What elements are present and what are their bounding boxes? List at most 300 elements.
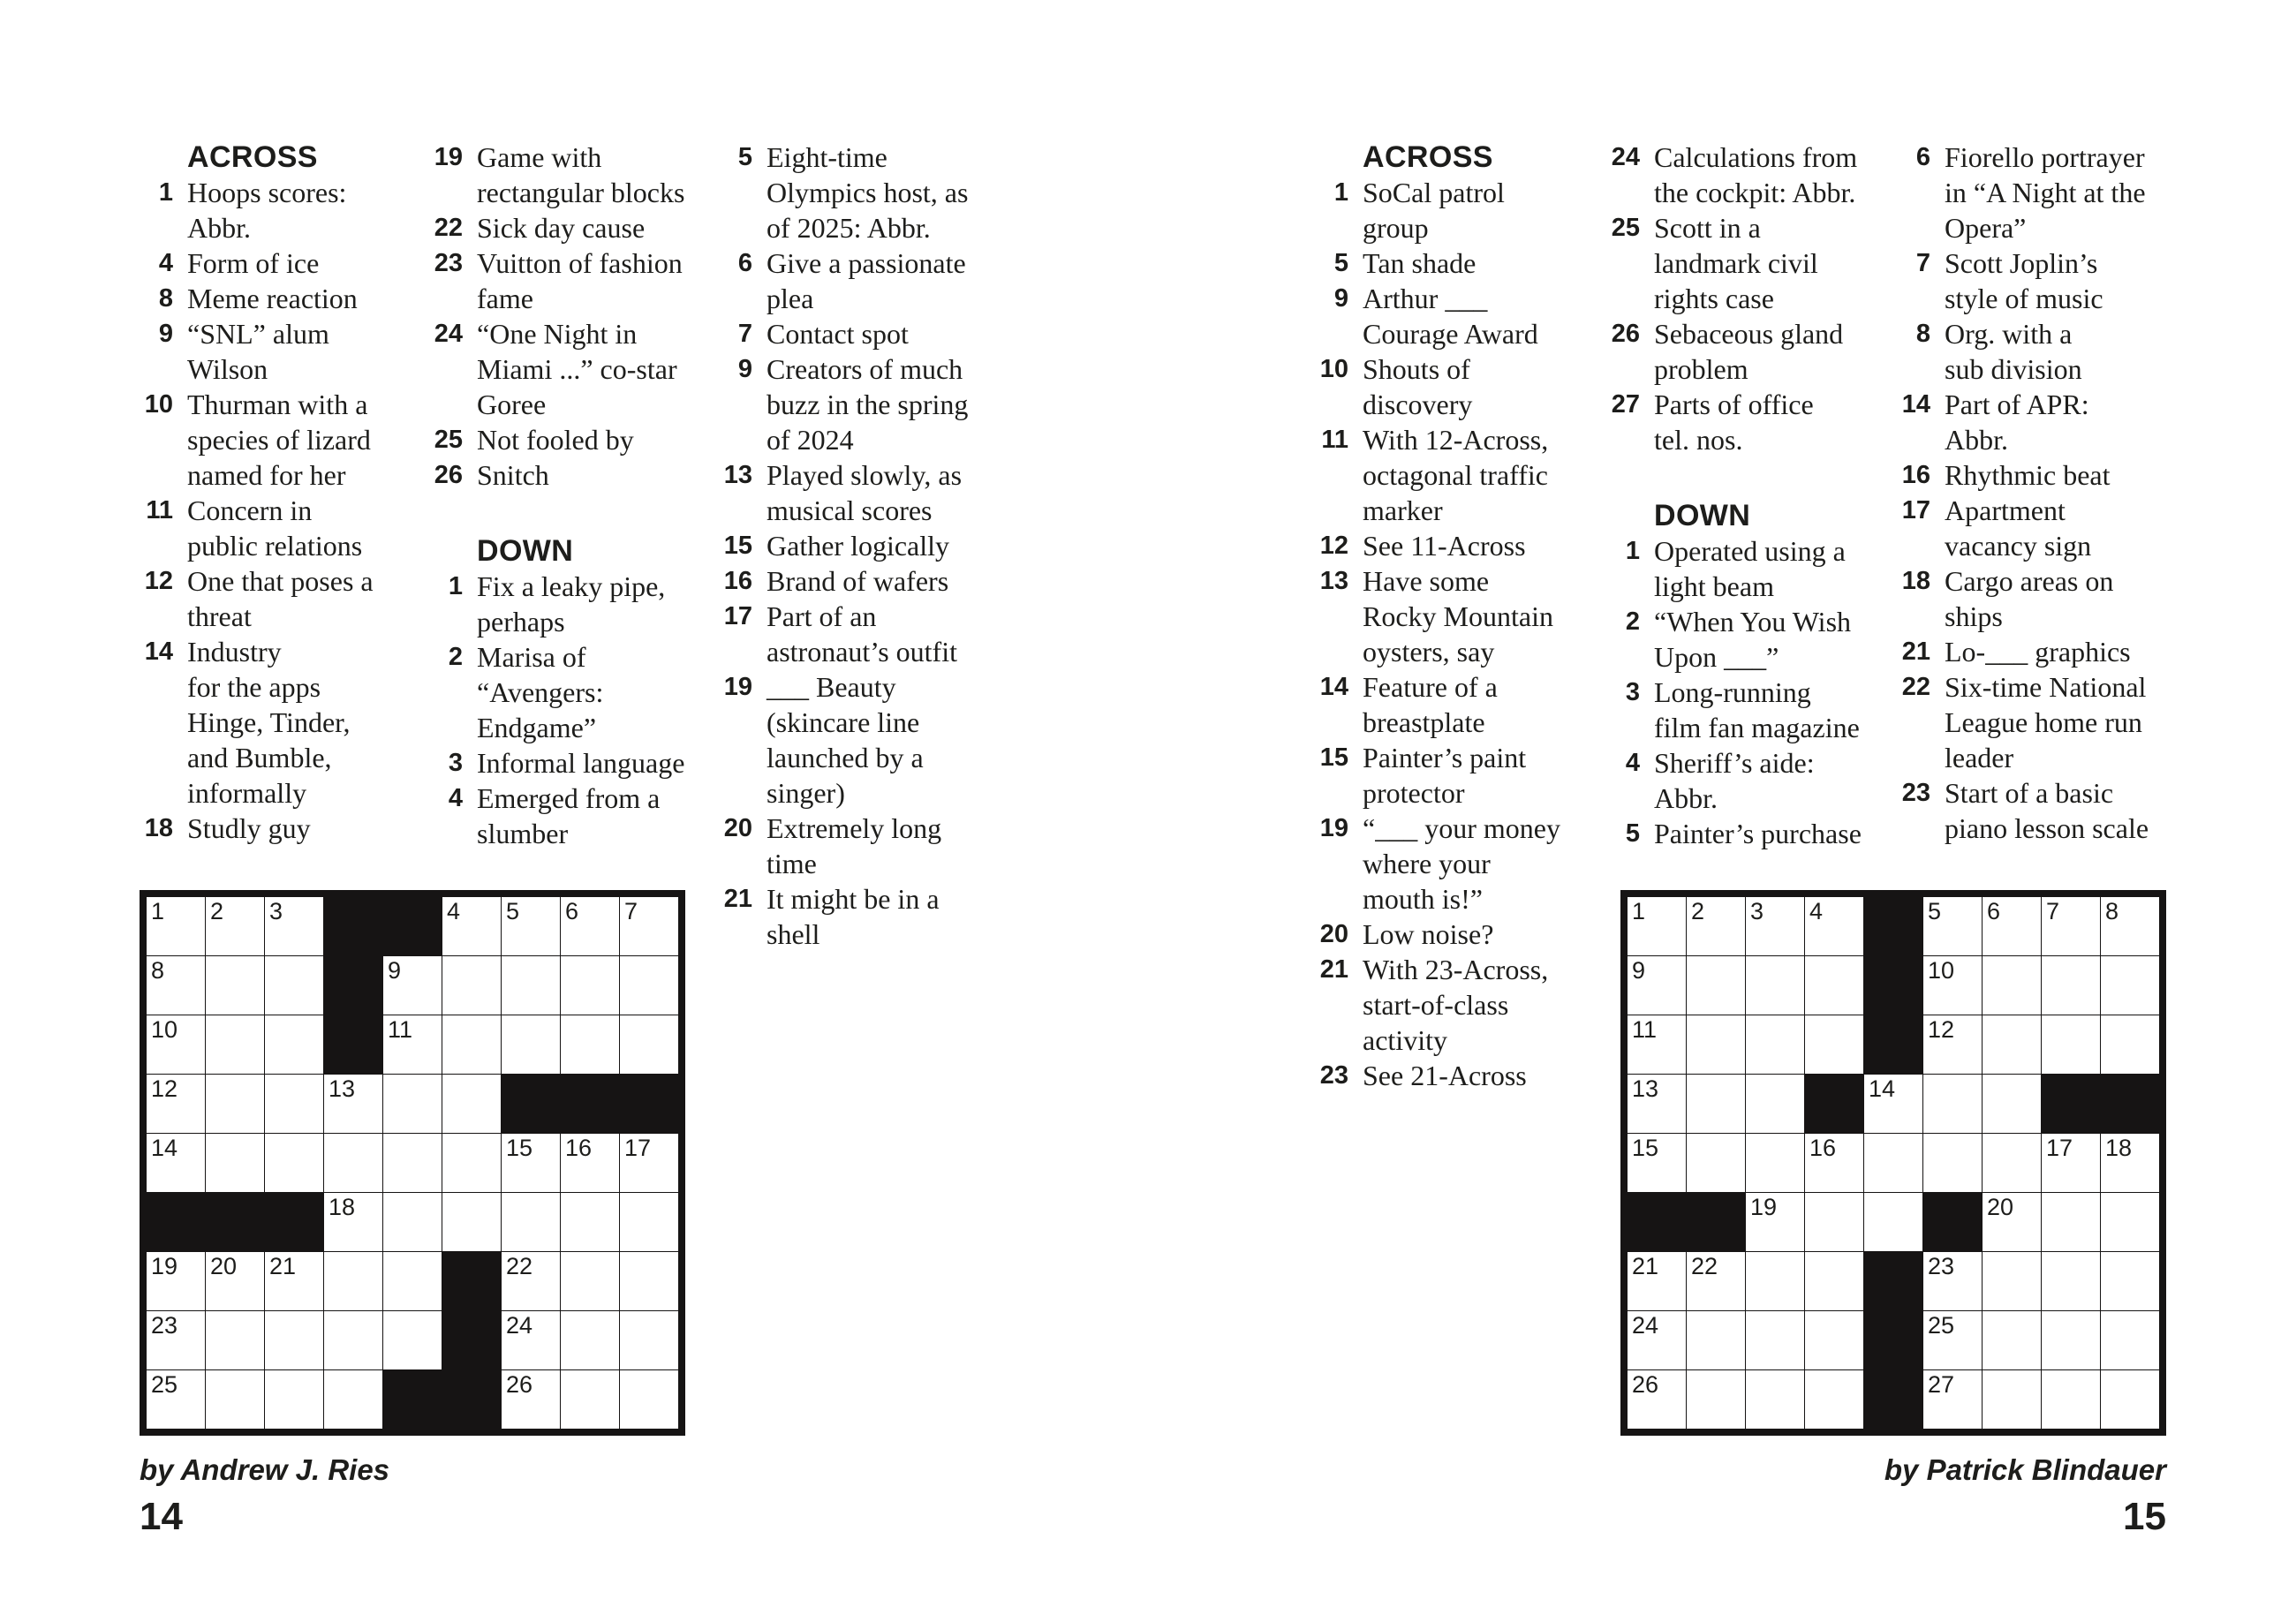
grid-cell-black [1864,897,1922,955]
clue-item [1915,316,2236,387]
clue-item [1319,1058,1654,1093]
clue-number: 4 [1625,749,1640,777]
clue-number: 23 [1319,1061,1348,1090]
grid-cell [502,956,560,1015]
clue-number: 22 [1901,673,1930,701]
clue-text: Informal language [477,747,685,779]
clue-number: 9 [158,320,173,348]
grid-cell-number: 3 [269,898,283,924]
clue-text: See 21-Across [1363,1060,1527,1091]
grid-cell [2101,1370,2159,1429]
grid-cell-number: 18 [2105,1135,2133,1161]
grid-cell [620,1370,678,1429]
clue-text: Not fooled by [477,424,634,456]
clue-number: 21 [723,885,752,913]
grid-cell [561,956,619,1015]
clue-number: 12 [144,567,173,595]
clue-number: 27 [1611,390,1640,419]
clue-number: 11 [146,496,173,524]
grid-cell [1983,1075,2041,1133]
grid-cell [324,1134,382,1192]
grid-cell [442,1075,501,1133]
clue-number: 15 [723,532,752,560]
grid-cell [324,1193,382,1251]
clue-number: 6 [737,249,752,277]
clue-item [1319,917,1654,952]
clue-number: 10 [144,390,173,419]
clue-text: “___ your money where your mouth is!” [1363,812,1560,915]
clue-item [1901,669,2236,775]
grid-cell-number: 7 [624,898,638,924]
grid-cell [502,1134,560,1192]
grid-cell [206,1311,264,1369]
clue-item [723,528,1058,563]
grid-cell [147,1075,205,1133]
grid-cell [383,1015,442,1074]
clue-number: 9 [737,355,752,383]
grid-cell-number: 19 [1750,1194,1778,1220]
grid-cell [502,1015,560,1074]
grid-cell-number: 2 [210,898,224,924]
byline-left: by Andrew J. Ries [140,1453,390,1486]
grid-cell [1628,1015,1686,1074]
clue-text: Rhythmic beat [1945,459,2111,491]
clue-item [723,811,1058,881]
clue-text: Snitch [477,459,549,491]
page-number-left: 14 [140,1495,183,1538]
grid-cell-number: 23 [1928,1253,1955,1279]
grid-cell [1805,956,1863,1015]
grid-cell [620,897,678,955]
grid-cell [265,1311,323,1369]
grid-cell-number: 3 [1750,898,1764,924]
grid-cell-black [1923,1193,1982,1251]
grid-cell [383,1134,442,1192]
grid-cell [324,1311,382,1369]
grid-cell-black [324,897,382,955]
grid-cell-number: 15 [506,1135,533,1161]
clue-text: Extremely long time [767,812,942,879]
clue-item [723,457,1058,528]
grid-cell [1805,1193,1863,1251]
grid-cell [2042,956,2100,1015]
grid-cell [1746,1193,1804,1251]
grid-cell [206,897,264,955]
clue-item [1321,422,1654,528]
grid-cell-number: 15 [1632,1135,1659,1161]
grid-cell [1805,1370,1863,1429]
clue-number: 3 [1625,678,1640,706]
grid-cell-number: 18 [329,1194,356,1220]
grid-cell [1628,1252,1686,1310]
grid-cell [265,1075,323,1133]
clue-text: Low noise? [1363,918,1494,950]
grid-cell [2101,1015,2159,1074]
grid-cell [2101,897,2159,955]
clue-text: “One Night in Miami ...” co-star Goree [477,318,677,420]
clue-text: SoCal patrol group [1363,177,1505,244]
clue-item [1901,775,2236,846]
clue-number: 25 [1611,214,1640,242]
clue-item [1915,140,2236,245]
grid-cell [502,1311,560,1369]
clue-number: 13 [1319,567,1348,595]
clue-number: 22 [434,214,463,242]
grid-cell-number: 6 [565,898,579,924]
grid-cell-black [147,1193,205,1251]
grid-cell [1805,1311,1863,1369]
grid-cell [1746,956,1804,1015]
grid-cell [1923,1015,1982,1074]
clue-text: Have some Rocky Mountain oysters, say [1363,565,1553,668]
grid-cell [1805,1134,1863,1192]
grid-cell [1687,1134,1745,1192]
clue-number: 15 [1319,743,1348,772]
clue-text: Emerged from a slumber [477,782,661,849]
grid-cell [620,1193,678,1251]
grid-cell [1687,897,1745,955]
clue-number: 24 [1611,143,1640,171]
grid-cell-number: 24 [506,1312,533,1339]
grid-cell-number: 5 [1928,898,1942,924]
grid-cell [502,1252,560,1310]
clue-column-right-3 [1901,140,2236,846]
grid-cell [442,1134,501,1192]
clue-text: Fix a leaky pipe, perhaps [477,570,666,638]
clue-text: ___ Beauty (skincare line launched by a singer) [767,671,924,809]
clue-text: It might be in a shell [767,883,940,950]
grid-cell [1628,1370,1686,1429]
grid-cell [620,1311,678,1369]
clue-number: 26 [1611,320,1640,348]
clue-number: 17 [723,602,752,630]
grid-cell [1983,1252,2041,1310]
clue-text: Marisa of “Avengers: Endgame” [477,641,604,743]
grid-cell [1687,1075,1745,1133]
grid-cell-number: 23 [151,1312,178,1339]
grid-cell [1628,1311,1686,1369]
clue-number: 9 [1333,284,1348,313]
grid-cell [620,1134,678,1192]
grid-cell [147,897,205,955]
grid-cell-black [265,1193,323,1251]
clue-item [434,422,768,457]
grid-cell [2042,1311,2100,1369]
clue-number: 25 [434,426,463,454]
page-15 [1148,0,2296,1607]
grid-cell [1923,1311,1982,1369]
grid-cell [1983,1193,2041,1251]
grid-cell [2042,1252,2100,1310]
grid-cell-number: 1 [1632,898,1646,924]
grid-cell [147,1015,205,1074]
grid-cell [324,1370,382,1429]
grid-cell-black [383,897,442,955]
clue-text: Part of an astronaut’s outfit [767,600,957,668]
grid-cell [2101,1193,2159,1251]
clue-number: 5 [1625,819,1640,848]
grid-cell-number: 13 [329,1075,356,1102]
clue-text: Six-time National League home run leader [1945,671,2147,773]
grid-cell-black [442,1311,501,1369]
grid-cell [2042,1193,2100,1251]
grid-cell [1923,1370,1982,1429]
clue-number: 16 [723,567,752,595]
clue-item [723,669,1058,811]
grid-cell-number: 11 [1632,1016,1658,1043]
grid-cell-number: 25 [1928,1312,1955,1339]
grid-cell-number: 16 [565,1135,593,1161]
grid-cell-number: 22 [1691,1253,1718,1279]
grid-cell-number: 2 [1691,898,1705,924]
grid-cell [1983,897,2041,955]
clue-text: Played slowly, as musical scores [767,459,963,526]
crossword-grid-right [1620,890,2166,1436]
grid-cell-number: 5 [506,898,520,924]
grid-cell-number: 22 [506,1253,533,1279]
grid-cell [147,1252,205,1310]
grid-cell [2042,1015,2100,1074]
grid-cell [1805,897,1863,955]
grid-cell [1746,1370,1804,1429]
clue-item [1915,245,2236,316]
grid-cell [147,956,205,1015]
grid-cell [561,1193,619,1251]
grid-cell [1923,1075,1982,1133]
grid-cell-number: 21 [269,1253,297,1279]
grid-cell [1746,897,1804,955]
clue-number: 17 [1901,496,1930,524]
grid-cell [1628,897,1686,955]
grid-cell [561,1370,619,1429]
grid-cell [1983,1015,2041,1074]
grid-cell-number: 8 [151,957,165,984]
grid-cell [502,1370,560,1429]
grid-cell [206,1134,264,1192]
grid-cell-number: 6 [1987,898,2001,924]
clue-text: Org. with a sub division [1945,318,2082,385]
grid-cell-number: 24 [1632,1312,1659,1339]
clue-item [448,745,768,781]
clue-text: Operated using a light beam [1654,535,1846,602]
grid-cell [1864,1134,1922,1192]
grid-cell [1983,1311,2041,1369]
grid-cell [2042,1370,2100,1429]
grid-cell [383,1252,442,1310]
clue-section-header: DOWN [1654,499,1751,532]
clue-text: Contact spot [767,318,909,350]
clue-text: One that poses a threat [187,565,374,632]
clue-text: Creators of much buzz in the spring of 2024 [767,353,969,456]
clue-number: 20 [1319,920,1348,948]
grid-cell [1746,1134,1804,1192]
clue-item [1901,493,2236,563]
grid-cell [1687,956,1745,1015]
grid-cell-number: 11 [388,1016,413,1043]
grid-cell-number: 14 [151,1135,178,1161]
clue-item [1333,245,1654,281]
grid-cell [620,1015,678,1074]
grid-cell-number: 10 [151,1016,178,1043]
clue-item [723,599,1058,669]
clue-text: Parts of office tel. nos. [1654,389,1814,456]
clue-number: 2 [448,643,463,671]
byline-right: by Patrick Blindauer [1884,1453,2166,1486]
clue-number: 4 [158,249,173,277]
page-number-right: 15 [2123,1495,2166,1538]
grid-cell-black [1864,1370,1922,1429]
grid-cell [561,1134,619,1192]
grid-cell [2101,1311,2159,1369]
grid-cell [2042,897,2100,955]
grid-cell-black [1864,956,1922,1015]
grid-cell-black [1628,1193,1686,1251]
clue-number: 26 [434,461,463,489]
grid-cell [383,1311,442,1369]
clue-text: Eight-time Olympics host, as of 2025: Abbr. [767,141,969,244]
clue-text: “SNL” alum Wilson [187,318,329,385]
clue-number: 14 [1319,673,1348,701]
grid-cell [1746,1015,1804,1074]
clue-number: 24 [434,320,463,348]
grid-cell-number: 27 [1928,1371,1955,1398]
clue-text: With 12-Across, octagonal traffic marker [1363,424,1549,526]
clue-number: 8 [1915,320,1930,348]
grid-cell [442,1193,501,1251]
grid-cell [147,1311,205,1369]
grid-cell [265,956,323,1015]
grid-cell [561,1311,619,1369]
grid-cell [2101,1252,2159,1310]
grid-cell [2042,1134,2100,1192]
clue-text: Tan shade [1363,247,1477,279]
clue-text: Industry for the apps Hinge, Tinder, and Bumble, informally [187,636,351,809]
grid-cell [1923,956,1982,1015]
grid-cell [1983,1370,2041,1429]
clue-text: Vuitton of fashion fame [477,247,683,314]
clue-text: Brand of wafers [767,565,949,597]
grid-cell-number: 13 [1632,1075,1659,1102]
grid-cell-number: 9 [1632,957,1646,984]
grid-cell-black [620,1075,678,1133]
clue-text: Form of ice [187,247,320,279]
grid-cell-number: 17 [2046,1135,2073,1161]
grid-cell [383,1193,442,1251]
clue-number: 18 [144,814,173,842]
grid-cell-number: 21 [1632,1253,1659,1279]
grid-cell [265,897,323,955]
clue-text: Give a passionate plea [767,247,966,314]
clue-section-header: ACROSS [1363,140,1493,174]
clue-number: 14 [144,638,173,666]
grid-cell [1628,1075,1686,1133]
clue-item [1901,387,2236,457]
grid-cell-black [442,1370,501,1429]
clue-text: Feature of a breastplate [1363,671,1498,738]
clue-number: 10 [1319,355,1348,383]
clue-number: 16 [1901,461,1930,489]
grid-cell [324,1252,382,1310]
grid-cell [1923,1252,1982,1310]
grid-cell-number: 17 [624,1135,652,1161]
grid-cell-number: 19 [151,1253,178,1279]
grid-cell-black [324,1015,382,1074]
crossword-grid-left [140,890,685,1436]
grid-cell [206,1370,264,1429]
clue-section-header: ACROSS [187,140,318,174]
clue-text: Start of a basic piano lesson scale [1945,777,2149,844]
grid-cell-number: 7 [2046,898,2060,924]
clue-text: Painter’s purchase [1654,818,1862,849]
clue-item [737,351,1058,457]
grid-cell [620,1252,678,1310]
clue-number: 19 [723,673,752,701]
clue-number: 21 [1901,638,1930,666]
clue-item [1625,816,1945,851]
clue-number: 1 [448,572,463,600]
grid-cell [147,1134,205,1192]
grid-cell-number: 14 [1869,1075,1896,1102]
grid-cell-number: 4 [1809,898,1824,924]
grid-cell-number: 26 [506,1371,533,1398]
clue-number: 5 [1333,249,1348,277]
grid-cell-number: 4 [447,898,461,924]
grid-cell [206,956,264,1015]
grid-cell-black [561,1075,619,1133]
grid-cell-black [1805,1075,1863,1133]
grid-cell [206,1252,264,1310]
grid-cell [442,897,501,955]
grid-cell-number: 12 [1928,1016,1955,1043]
grid-cell [147,1370,205,1429]
clue-text: Long-running film fan magazine [1654,676,1860,743]
grid-cell [561,897,619,955]
grid-cell [1687,1252,1745,1310]
grid-cell [561,1015,619,1074]
grid-cell [1923,897,1982,955]
clue-number: 18 [1901,567,1930,595]
clue-item [1901,563,2236,634]
clue-text: Gather logically [767,530,950,562]
clue-number: 19 [1319,814,1348,842]
clue-item [146,493,479,563]
grid-cell-black [442,1252,501,1310]
grid-cell [1746,1311,1804,1369]
clue-text: Scott in a landmark civil rights case [1654,212,1818,314]
grid-cell [1983,1134,2041,1192]
clue-number: 21 [1319,955,1348,984]
grid-cell [1746,1075,1804,1133]
clue-text: Fiorello portrayer in “A Night at the Opera” [1945,141,2146,244]
grid-cell [1864,1193,1922,1251]
clue-number: 23 [434,249,463,277]
grid-cell [1687,1370,1745,1429]
grid-cell-black [1864,1252,1922,1310]
grid-cell [1805,1015,1863,1074]
grid-cell-number: 20 [210,1253,238,1279]
grid-cell [2101,1134,2159,1192]
grid-cell [1864,1075,1922,1133]
clue-text: See 11-Across [1363,530,1526,562]
clue-section-header: DOWN [477,534,574,568]
clue-text: Game with rectangular blocks [477,141,685,208]
clue-text: Sheriff’s aide: Abbr. [1654,747,1815,814]
grid-cell-number: 26 [1632,1371,1659,1398]
clue-text: Thurman with a species of lizard named for her [187,389,371,491]
grid-cell-black [324,956,382,1015]
clue-text: Arthur ___ Courage Award [1363,283,1538,350]
clue-text: Sebaceous gland problem [1654,318,1844,385]
